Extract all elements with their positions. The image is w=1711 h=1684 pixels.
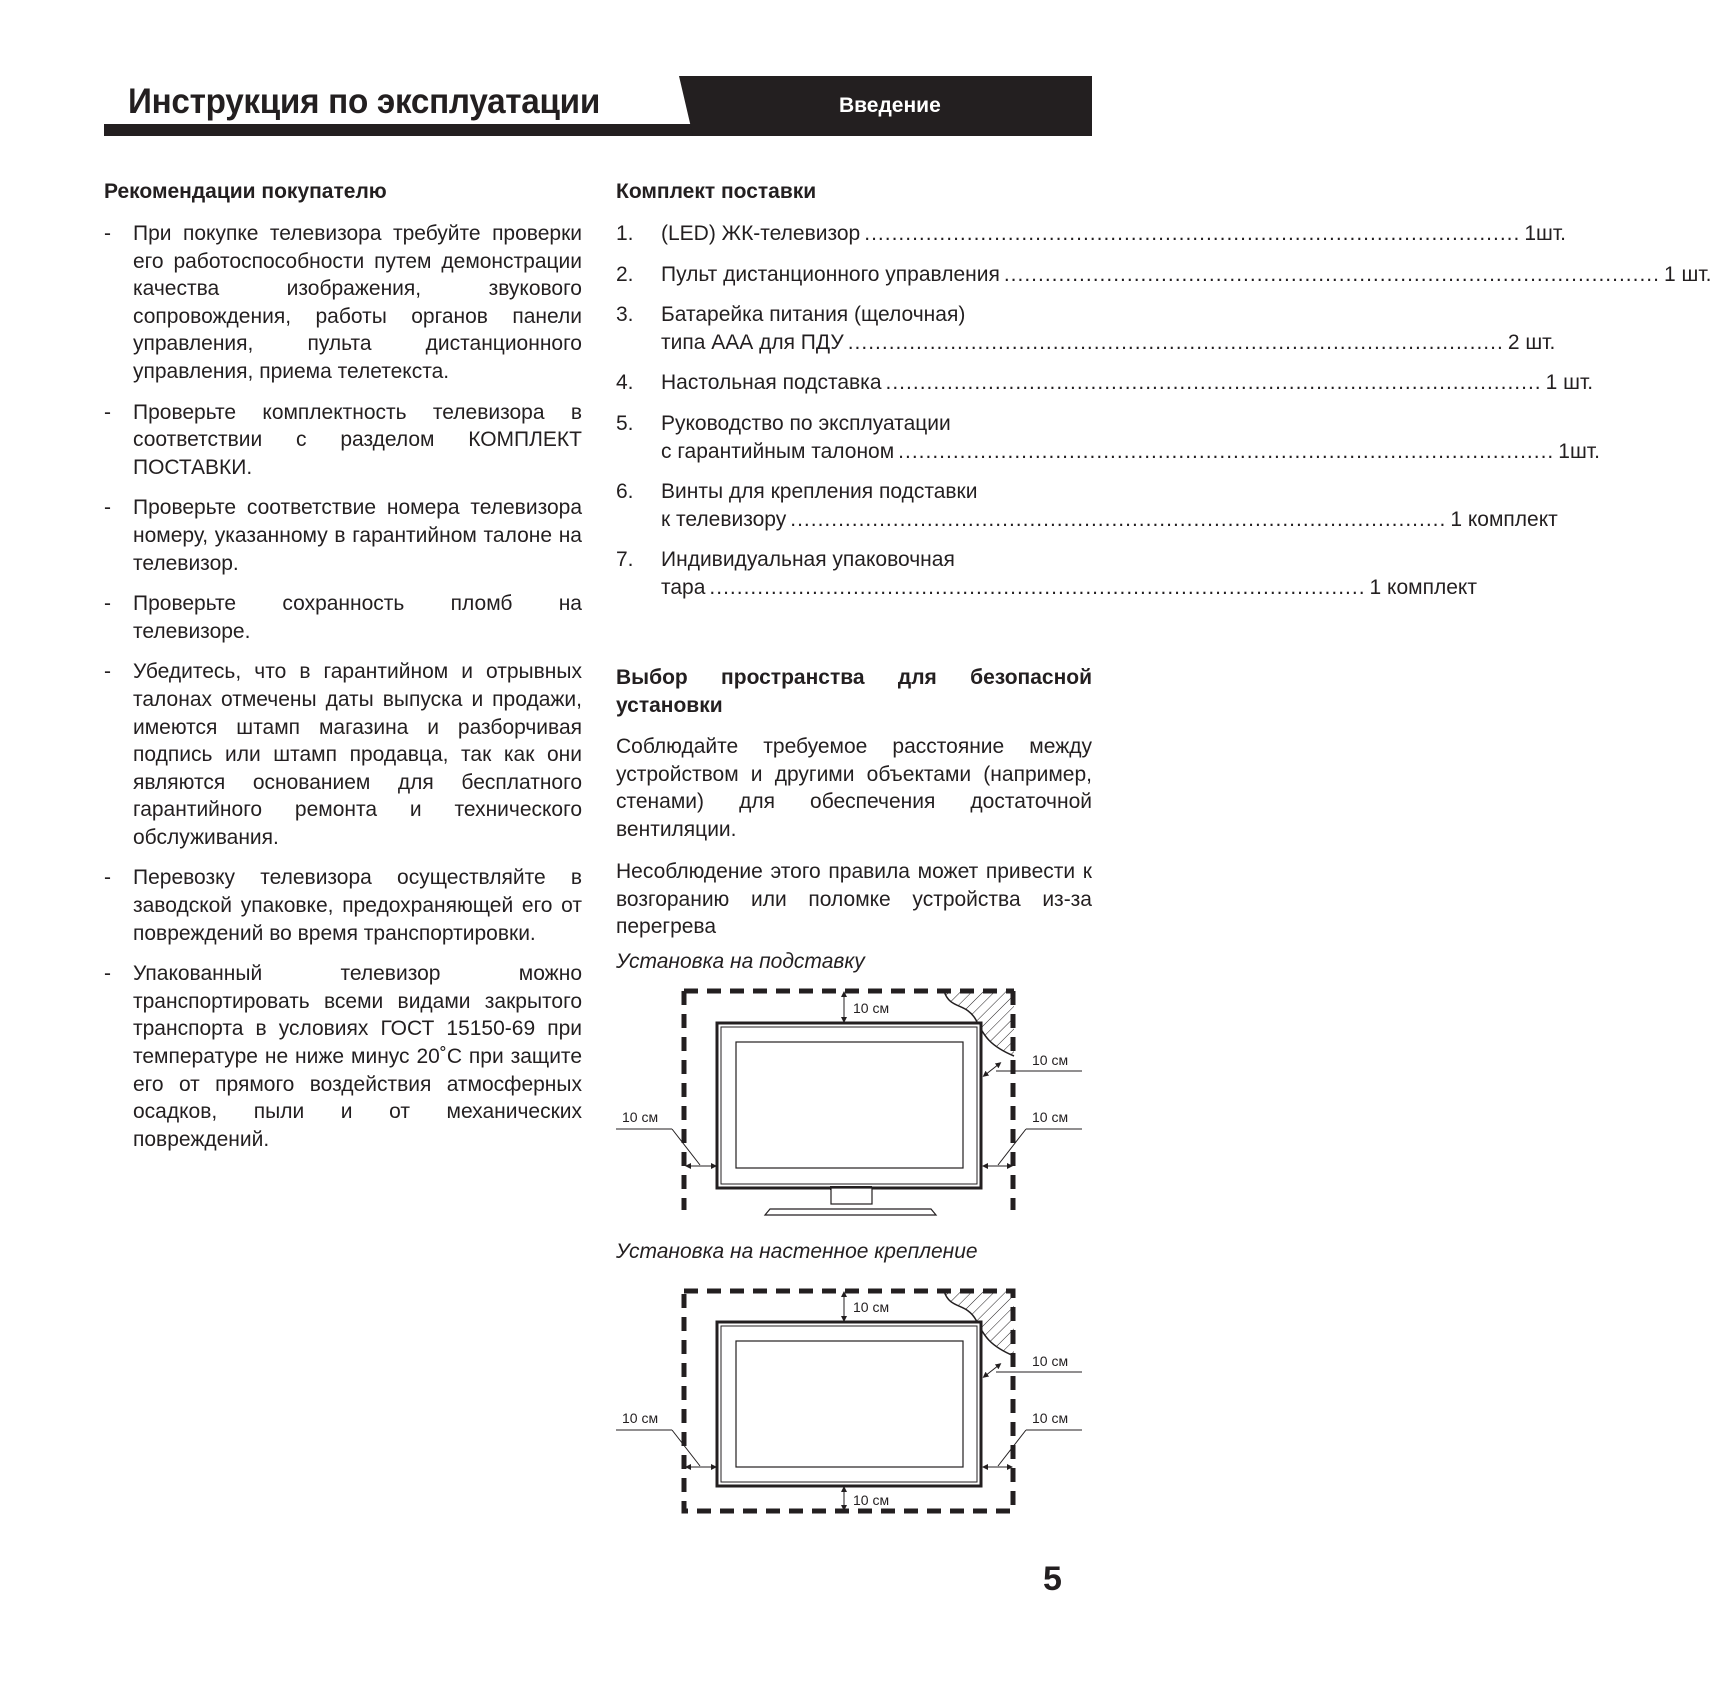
dot-leader <box>886 369 1542 397</box>
list-item <box>104 220 582 386</box>
clearance-label-left: 10 см <box>622 1109 659 1125</box>
item-number: 1. <box>616 222 634 245</box>
item-quantity: 1 комплект <box>1369 575 1477 599</box>
dot-leader <box>864 220 1520 248</box>
item-number: 4. <box>616 371 634 395</box>
section-title: Комплект поставки <box>616 180 817 203</box>
item-name: Пульт дистанционного управления <box>661 262 1000 286</box>
clearance-label-right: 10 см <box>1032 1410 1069 1426</box>
list-item <box>104 864 582 947</box>
item-quantity: 1шт. <box>1524 222 1566 245</box>
list-item <box>104 590 582 645</box>
clearance-label-left: 10 см <box>622 1410 659 1426</box>
list-item-text: При покупке телевизора требуйте проверки его работоспособности путем демонстрации качества изображения, звукового сопровождения, работы органов панели управления, пульта дистанционного управления, приема телетекста. <box>133 222 582 383</box>
item-name: с гарантийным талоном <box>661 439 895 463</box>
list-item <box>104 399 582 482</box>
list-item-text: Убедитесь, что в гарантийном и отрывных талонах отмечены даты выпуска и продажи, имеются штамп магазина и разборчивая подпись или штамп продавца, так как они являются основанием для бесплатного гарантийного ремонта и технического обслуживания. <box>133 660 582 849</box>
bullet-marker: - <box>104 866 111 890</box>
clearance-label-bottom: 10 см <box>853 1492 890 1508</box>
item-number: 5. <box>616 411 634 435</box>
item-name: Настольная подставка <box>661 371 882 395</box>
overheat-warning-paragraph: Несоблюдение этого правила может привести к возгоранию или поломке устройства из-за перегрева <box>616 860 1092 939</box>
list-item-text: Проверьте сохранность пломб на телевизоре. <box>133 592 582 643</box>
item-quantity: 2 шт. <box>1507 330 1556 354</box>
item-name-line1: Индивидуальная упаковочная <box>661 548 955 572</box>
dot-leader <box>898 438 1554 466</box>
list-item <box>616 546 1477 601</box>
list-item-text: Проверьте комплектность телевизора в соответствии с разделом КОМПЛЕКТ ПОСТАВКИ. <box>133 400 582 479</box>
list-item-text: Перевозку телевизора осуществляйте в заводской упаковке, предохраняющей его от повреждений во время транспортировки. <box>133 866 582 945</box>
wall-mount-clearance-diagram <box>610 1280 1100 1520</box>
list-item <box>616 369 1594 397</box>
list-item <box>616 478 1558 533</box>
list-item-text: Проверьте соответствие номера телевизора номеру, указанному в гарантийном талоне на телевизор. <box>133 496 582 575</box>
list-item-text: Упакованный телевизор можно транспортировать всеми видами закрытого транспорта в условиях ГОСТ 15150-69 при температуре не ниже минус 20˚С при защите его от прямого воздействия атмосферных осадков, пыли и от механических повреждений. <box>133 962 582 1151</box>
list-item <box>616 261 1711 289</box>
dot-leader <box>790 506 1446 534</box>
clearance-label-corner: 10 см <box>1032 1353 1069 1369</box>
bullet-marker: - <box>104 400 111 424</box>
wall-diagram-caption: Установка на настенное крепление <box>616 1240 978 1263</box>
dot-leader <box>1004 261 1660 289</box>
item-name: к телевизору <box>661 507 787 531</box>
item-name: тара <box>661 575 706 599</box>
item-number: 2. <box>616 262 634 286</box>
stand-diagram-caption: Установка на подставку <box>616 950 865 973</box>
item-number: 7. <box>616 548 634 572</box>
section-tab-label: Введение <box>839 94 941 117</box>
package-contents-list <box>616 220 1711 602</box>
item-name-line1: Батарейка питания (щелочная) <box>661 303 966 327</box>
item-name-line1: Руководство по эксплуатации <box>661 411 951 435</box>
section-title: Рекомендации покупателю <box>104 180 387 203</box>
document-title: Инструкция по эксплуатации <box>128 82 600 121</box>
dot-leader <box>709 574 1365 602</box>
item-number: 6. <box>616 480 634 504</box>
bullet-marker: - <box>104 660 111 684</box>
item-quantity: 1шт. <box>1558 439 1600 463</box>
item-quantity: 1 комплект <box>1450 507 1558 531</box>
bullet-marker: - <box>104 222 111 245</box>
item-quantity: 1 шт. <box>1545 371 1594 395</box>
list-item <box>616 220 1566 248</box>
list-item <box>104 494 582 577</box>
page-header <box>104 76 1092 136</box>
list-item <box>616 301 1556 356</box>
item-quantity: 1 шт. <box>1663 262 1711 286</box>
list-item <box>104 960 582 1153</box>
package-contents-section <box>616 178 1711 615</box>
bullet-marker: - <box>104 592 111 616</box>
buyer-recommendations-section <box>104 178 582 1166</box>
stand-clearance-diagram <box>610 980 1100 1220</box>
section-title: Выбор пространства для безопасной установки <box>616 666 1092 717</box>
item-number: 3. <box>616 303 634 327</box>
dot-leader <box>848 329 1504 357</box>
item-name: типа ААА для ПДУ <box>661 330 844 354</box>
clearance-label-top: 10 см <box>853 1000 890 1016</box>
ventilation-paragraph: Соблюдайте требуемое расстояние между устройством и другими объектами (например, стенами) для обеспечения достаточной вентиляции. <box>616 735 1092 841</box>
clearance-label-top: 10 см <box>853 1299 890 1315</box>
bullet-marker: - <box>104 496 111 520</box>
bullet-marker: - <box>104 962 111 986</box>
safe-installation-heading <box>616 664 1092 720</box>
clearance-label-corner: 10 см <box>1032 1052 1069 1068</box>
item-name-line1: Винты для крепления подставки <box>661 480 978 504</box>
list-item <box>104 658 582 851</box>
clearance-label-right: 10 см <box>1032 1109 1069 1125</box>
page-number: 5 <box>1043 1560 1062 1598</box>
item-name: (LED) ЖК-телевизор <box>661 222 861 245</box>
recommendations-list <box>104 220 582 1153</box>
list-item <box>616 410 1600 465</box>
